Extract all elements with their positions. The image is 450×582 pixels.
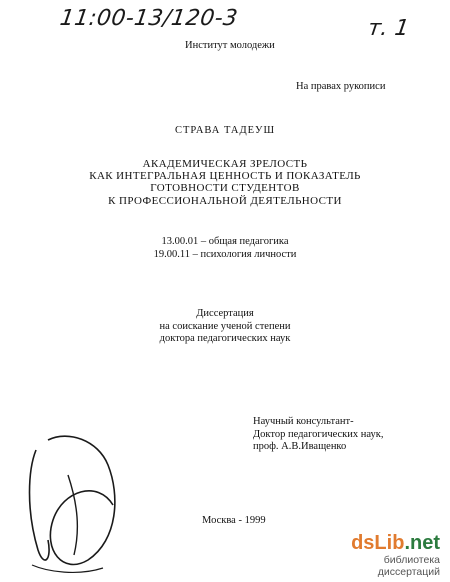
title-line: К ПРОФЕССИОНАЛЬНОЙ ДЕЯТЕЛЬНОСТИ xyxy=(108,194,342,207)
degree-statement xyxy=(0,308,450,346)
degree-line: доктора педагогических наук xyxy=(159,333,291,344)
handwritten-signature xyxy=(8,410,158,580)
dslib-watermark xyxy=(322,532,440,578)
advisor-line: Научный консультант- xyxy=(253,416,354,427)
specialty-line: 13.00.01 – общая педагогика xyxy=(161,236,289,247)
advisor-line: проф. А.В.Иващенко xyxy=(253,441,347,453)
advisor-line: Доктор педагогических наук, xyxy=(253,428,384,440)
dslib-tagline: библиотека диссертаций xyxy=(377,554,440,578)
specialty-codes xyxy=(0,236,450,261)
scientific-advisor xyxy=(253,416,384,454)
degree-line: на соискание ученой степени xyxy=(159,320,291,332)
manuscript-rights-label: На правах рукописи xyxy=(296,81,386,92)
title-line: КАК ИНТЕГРАЛЬНАЯ ЦЕННОСТЬ И ПОКАЗАТЕЛЬ xyxy=(89,170,361,183)
specialty-line: 19.00.11 – психология личности xyxy=(153,248,297,260)
degree-line: Диссертация xyxy=(196,308,254,319)
dslib-logo: dsLib.net xyxy=(351,532,440,554)
title-line: ГОТОВНОСТИ СТУДЕНТОВ xyxy=(150,182,300,195)
institute-name: Институт молодежи xyxy=(185,40,275,51)
handwritten-volume-mark: т. 1 xyxy=(366,16,411,41)
handwritten-catalog-code: 11:00-13/120-3 xyxy=(58,6,240,31)
author-name: СТРАВА ТАДЕУШ xyxy=(174,125,276,136)
city-year: Москва - 1999 xyxy=(202,515,266,526)
title-line: АКАДЕМИЧЕСКАЯ ЗРЕЛОСТЬ xyxy=(142,158,308,170)
dissertation-title xyxy=(0,158,450,207)
